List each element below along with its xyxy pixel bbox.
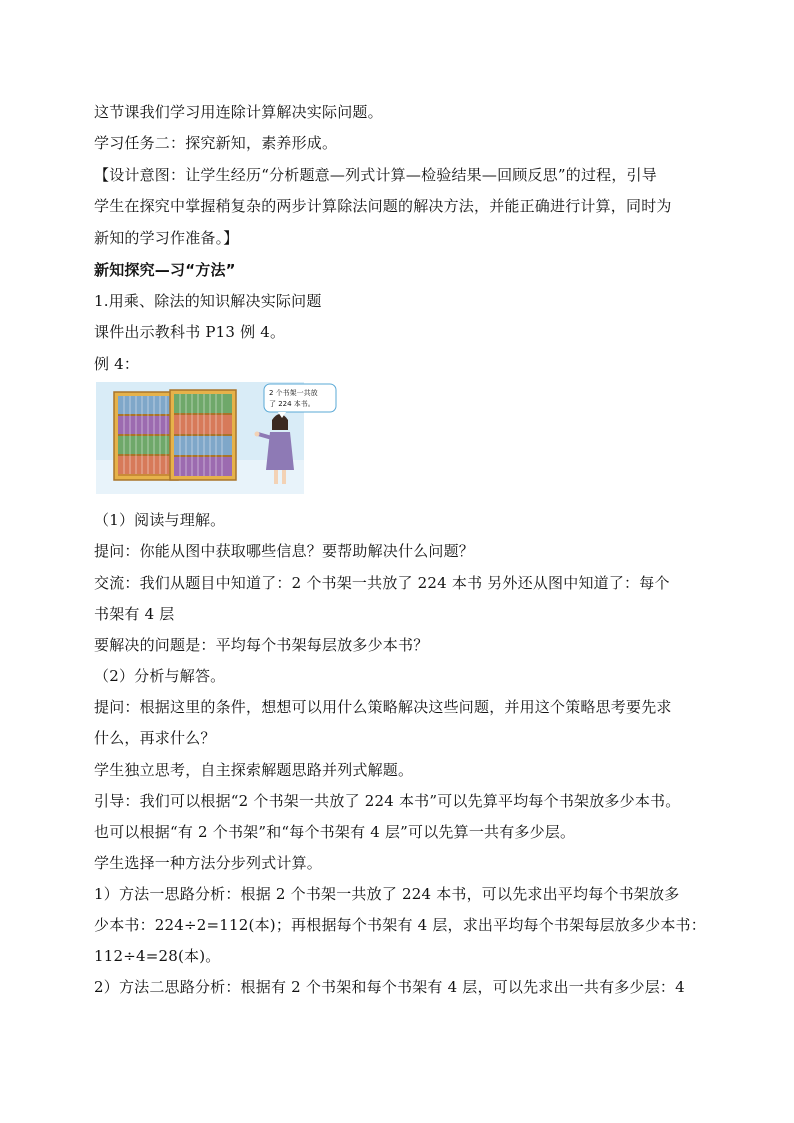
example-label: 例 4： — [94, 355, 140, 373]
text-line: 112÷4=28(本)。 — [94, 947, 221, 965]
bookshelf-illustration — [96, 382, 318, 494]
subsection-heading: 1.用乘、除法的知识解决实际问题 — [94, 292, 322, 310]
text-line: 2）方法二思路分析：根据有 2 个书架和每个书架有 4 层，可以先求出一共有多少层：4 — [94, 978, 685, 996]
text-line: 提问：你能从图中获取哪些信息？要帮助解决什么问题？ — [94, 542, 475, 560]
text-line: 1）方法一思路分析：根据 2 个书架一共放了 224 本书，可以先求出平均每个书架放多 — [94, 885, 680, 903]
text-line: 引导：我们可以根据“2 个书架一共放了 224 本书”可以先算平均每个书架放多少本书。 — [94, 792, 681, 810]
text-line: 什么，再求什么？ — [94, 729, 216, 747]
text-line: 要解决的问题是：平均每个书架每层放多少本书？ — [94, 636, 429, 654]
bookshelf-2 — [170, 390, 236, 480]
text-line: 书架有 4 层 — [94, 605, 175, 623]
text-line: 也可以根据“有 2 个书架”和“每个书架有 4 层”可以先算一共有多少层。 — [94, 823, 576, 841]
text-line: 提问：根据这里的条件，想想可以用什么策略解决这些问题，并用这个策略思考要先求 — [94, 698, 672, 716]
bookshelf-1 — [114, 392, 178, 480]
text-line: 少本书：224÷2=112(本)；再根据每个书架有 4 层，求出平均每个书架每层放多少本书： — [94, 916, 706, 934]
text-line: 学生独立思考，自主探索解题思路并列式解题。 — [94, 761, 414, 779]
design-intent-line-1: 【设计意图：让学生经历“分析题意—列式计算—检验结果—回顾反思”的过程，引导 — [94, 166, 657, 184]
design-intent-line-2: 学生在探究中掌握稍复杂的两步计算除法问题的解决方法，并能正确进行计算，同时为 — [94, 197, 672, 215]
step-heading: （1）阅读与理解。 — [94, 511, 226, 529]
bubble-text-line-1: 2 个书架一共放 — [269, 389, 318, 397]
step-heading: （2）分析与解答。 — [94, 667, 226, 685]
task-heading: 学习任务二：探究新知，素养形成。 — [94, 134, 338, 152]
text-line: 交流：我们从题目中知道了：2 个书架一共放了 224 本书 另外还从图中知道了：每个 — [94, 574, 670, 592]
text-line: 这节课我们学习用连除计算解决实际问题。 — [94, 103, 383, 121]
text-line: 学生选择一种方法分步列式计算。 — [94, 854, 323, 872]
bubble-text-line-2: 了 224 本书。 — [269, 400, 315, 408]
text-line: 课件出示教科书 P13 例 4。 — [94, 323, 286, 341]
section-heading: 新知探究—习“方法” — [94, 261, 236, 279]
design-intent-line-3: 新知的学习作准备。】 — [94, 229, 239, 247]
